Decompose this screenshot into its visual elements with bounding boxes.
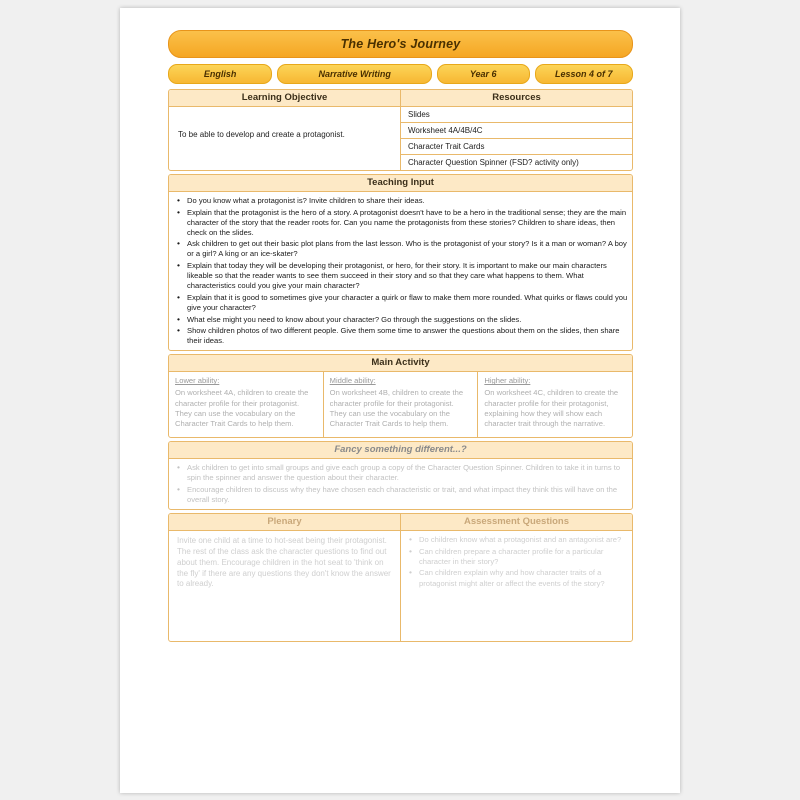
- fancy-something-different-header: Fancy something different...?: [169, 442, 632, 459]
- main-activity-middle: [323, 372, 478, 437]
- plenary-assessment-block: [168, 513, 633, 642]
- meta-subject: English: [168, 64, 272, 84]
- lesson-plan: [168, 30, 633, 645]
- ability-text: On worksheet 4A, children to create the character profile for their protagonist. They can use the vocabulary on the Character Trait Cards to help them.: [175, 388, 309, 429]
- list-item: • Ask children to get out their basic plot plans from the last lesson. Who is the protagonist of your story? Is it a man or woman? A boy or a girl? A king or an ice-skater?: [185, 239, 632, 259]
- ability-label: Lower ability:: [175, 376, 220, 386]
- learning-objective-column: [169, 90, 400, 170]
- page-title: The Hero's Journey: [340, 37, 461, 51]
- main-activity-header: Main Activity: [169, 355, 632, 372]
- assessment-questions-list: [401, 535, 632, 588]
- objective-resources-block: [168, 89, 633, 171]
- teaching-input-block: [168, 174, 633, 351]
- list-item: • Show children photos of two different people. Give them some time to answer the questions about them on the slides, then share their ideas.: [185, 326, 632, 346]
- resource-item: Character Question Spinner (FSD? activity only): [408, 158, 579, 167]
- meta-lesson: Lesson 4 of 7: [535, 64, 633, 84]
- resources-column: [400, 90, 632, 170]
- list-item: • Ask children to get into small groups and give each group a copy of the Character Question Spinner. Children to take it in turns to spin the spinner and answer the question about their character.: [185, 463, 632, 483]
- main-activity-higher: [477, 372, 632, 437]
- main-activity-block: [168, 354, 633, 438]
- document-title-banner: [168, 30, 633, 58]
- plenary-header: Plenary: [169, 514, 400, 531]
- ability-text: On worksheet 4C, children to create the character profile for their protagonist, explaining how they will show each character trait through the narrative.: [484, 388, 619, 429]
- ability-label: Higher ability:: [484, 376, 531, 386]
- list-item: • Encourage children to discuss why they have chosen each characteristic or trait, and what impact they think this will have on the overall story.: [185, 485, 632, 505]
- resources-header: Resources: [401, 90, 632, 107]
- teaching-input-header: Teaching Input: [169, 175, 632, 192]
- assessment-questions-column: [400, 514, 632, 641]
- list-item: • Can children explain why and how character traits of a protagonist might alter or affect the events of the story?: [417, 568, 632, 588]
- meta-unit: Narrative Writing: [277, 64, 432, 84]
- resource-item: Slides: [401, 107, 632, 123]
- document-page: [120, 8, 680, 793]
- list-item: • Do you know what a protagonist is? Invite children to share their ideas.: [185, 196, 632, 206]
- list-item: • Explain that the protagonist is the hero of a story. A protagonist doesn't have to be a hero in the traditional sense; they are the main character of the story that the reader roots for. Can you name the protagonists from these stories? Children to share ideas, then check on the slides.: [185, 208, 632, 238]
- fancy-something-different-block: [168, 441, 633, 510]
- main-activity-lower: [169, 372, 323, 437]
- ability-text: On worksheet 4B, children to create the character profile for their protagonist. They can use the vocabulary on the Character Trait Cards to help them.: [329, 388, 464, 429]
- learning-objective-text: To be able to develop and create a protagonist.: [178, 129, 345, 139]
- list-item: • Explain that today they will be developing their protagonist, or hero, for their story. It is important to make our main characters likeable so that the reader wants to see them succeed in their story and so that they care what happens to them. What characteristics could you give your main character?: [185, 261, 632, 291]
- list-item: • Can children prepare a character profile for a particular character in their story?: [417, 547, 632, 567]
- fancy-something-different-list: [169, 463, 632, 505]
- ability-label: Middle ability:: [329, 376, 376, 386]
- learning-objective-header: Learning Objective: [169, 90, 400, 107]
- list-item: • What else might you need to know about your character? Go through the suggestions on the slides.: [185, 315, 632, 325]
- assessment-questions-header: Assessment Questions: [401, 514, 632, 531]
- list-item: • Do children know what a protagonist and an antagonist are?: [417, 535, 632, 545]
- meta-year: Year 6: [437, 64, 530, 84]
- teaching-input-list: [169, 196, 632, 346]
- plenary-text: Invite one child at a time to hot-seat being their protagonist. The rest of the class ask the character questions to find out about them. Encourage children in the hot seat to 'think on the fly' if there are any questions they don't know the answer to already.: [177, 536, 391, 589]
- plenary-column: [169, 514, 400, 641]
- lesson-meta-row: [168, 64, 633, 84]
- resource-item: Worksheet 4A/4B/4C: [401, 123, 632, 139]
- list-item: • Explain that it is good to sometimes give your character a quirk or flaw to make them more rounded. What quirks or flaws could you give your character?: [185, 293, 632, 313]
- resource-item: Character Trait Cards: [401, 139, 632, 155]
